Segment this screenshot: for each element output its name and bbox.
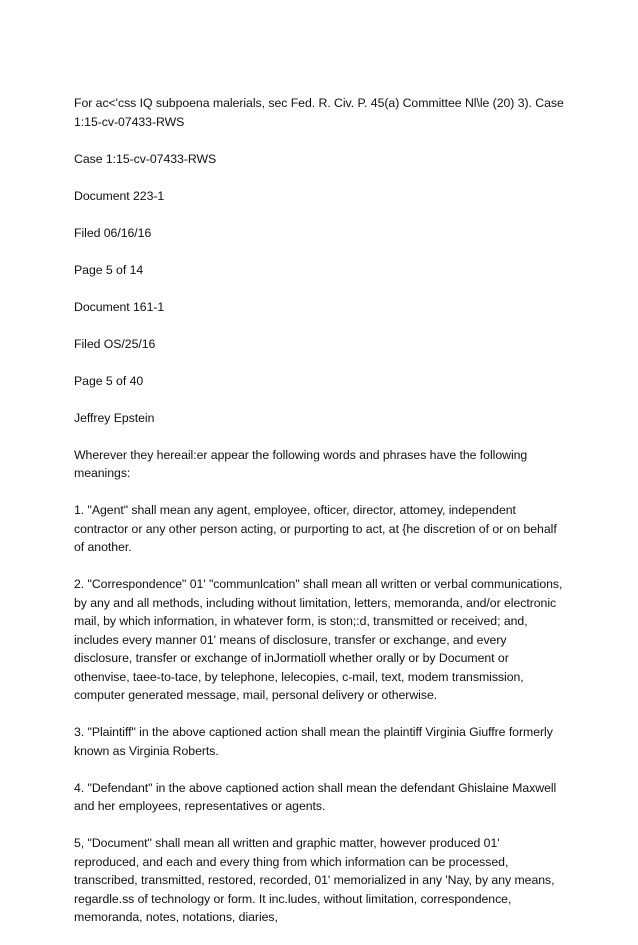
definition-document: 5, "Document" shall mean all written and graphic matter, however produced 01' reproduced, and each and every thing from which information can be processed, transcribed, transmitted, restored, recorded, 01' memorialized in any 'Nay, by any means, regardle.ss of technology or form. It inc.ludes, without limitation, correspondence, memoranda, notes, notations, diaries,	[74, 836, 555, 924]
subpoena-note: For ac<'css IQ subpoena malerials, sec Fed. R. Civ. P. 45(a) Committee Nl\le (20) 3). Case 1:15-cv-07433-RWS	[74, 96, 564, 129]
exhibit-filed-date: Filed OS/25/16	[74, 336, 156, 351]
exhibit-document-number: Document 161-1	[74, 299, 165, 314]
recipient-name: Jeffrey Epstein	[74, 410, 155, 425]
definition-correspondence: 2. "Correspondence" 01' "communlcation" shall mean all written or verbal communications, by any and all methods, including without limitation, letters, memoranda, and/or electronic mail, by which information, in whatever form, is ston;:d, transmitted or received; and, includes every manner 01' means of disclosure, transfer or exchange, and every disclosure, transfer or exchange of inJormatioll whether orally or by Document or othenvise, taee-to-tace, by telephone, lelecopies, c-mail, text, modem transmission, computer generated message, mail, personal delivery or otherwise.	[74, 577, 563, 702]
document-body	[74, 94, 566, 945]
definitions-intro: Wherever they hereail:er appear the following words and phrases have the following meanings:	[74, 447, 528, 480]
case-number: Case 1:15-cv-07433-RWS	[74, 151, 217, 166]
definition-plaintiff: 3. "Plaintiff" in the above captioned action shall mean the plaintiff Virginia Giuffre formerly known as Virginia Roberts.	[74, 725, 553, 758]
filed-date: Filed 06/16/16	[74, 225, 152, 240]
definition-agent: 1. "Agent" shall mean any agent, employee, ofticer, director, attomey, independent contractor or any other person acting, or purporting to act, at {he discretion of or on behalf of another.	[74, 503, 557, 554]
definition-defendant: 4. "Defendant" in the above captioned action shall mean the defendant Ghislaine Maxwell and her employees, representatives or agents.	[74, 780, 557, 813]
exhibit-page-count: Page 5 of 40	[74, 373, 144, 388]
page-count: Page 5 of 14	[74, 262, 144, 277]
document-number: Document 223-1	[74, 188, 165, 203]
